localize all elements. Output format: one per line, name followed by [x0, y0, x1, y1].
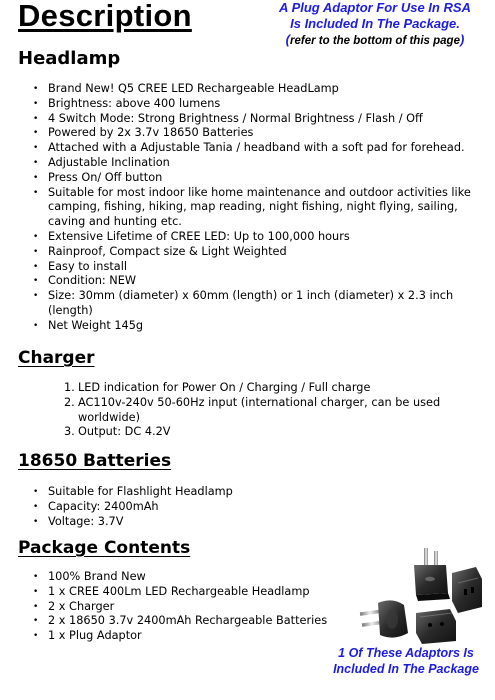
rsa-note-paren-close: ): [459, 32, 465, 47]
list-item: • Easy to install: [33, 260, 483, 275]
rsa-note-refer-text: refer to the bottom of this page: [290, 35, 460, 47]
list-item: • Powered by 2x 3.7v 18650 Batteries: [33, 126, 483, 141]
list-item: [64, 381, 474, 396]
list-item: • Capacity: 2400mAh: [33, 500, 473, 515]
rsa-note-line-2: Is Included In The Package.: [290, 16, 460, 31]
list-number: 1.: [64, 381, 75, 394]
list-item: • Press On/ Off button: [33, 171, 483, 186]
list-item: • Adjustable Inclination: [33, 156, 483, 171]
charger-heading: Charger: [18, 348, 95, 368]
list-item: [64, 396, 474, 426]
rsa-note-paren-open: (: [285, 32, 291, 47]
list-item: • Attached with a Adjustable Tania / headband with a soft pad for forehead.: [33, 141, 483, 156]
list-item: • 2 x Charger: [33, 600, 363, 615]
list-item: • 4 Switch Mode: Strong Brightness / Normal Brightness / Flash / Off: [33, 112, 483, 127]
adaptor-caption-line-2: Included In The Package: [333, 662, 479, 676]
list-item: • Suitable for Flashlight Headlamp: [33, 485, 473, 500]
rsa-note-line-1: A Plug Adaptor For Use In RSA: [279, 0, 471, 15]
list-item: [64, 425, 474, 440]
list-item: • Condition: NEW: [33, 274, 483, 289]
list-item: • Rainproof, Compact size & Light Weighted: [33, 245, 483, 260]
list-item: • Suitable for most indoor like home maintenance and outdoor activities like camping, fishing, hiking, map reading, night fishing, night flying, sailing, caving and hunting etc.: [33, 186, 483, 230]
list-item: • Size: 30mm (diameter) x 60mm (length) or 1 inch (diameter) x 2.3 inch (length): [33, 289, 483, 319]
list-item: • 1 x CREE 400Lm LED Rechargeable Headlamp: [33, 585, 363, 600]
adaptor-bottom-left: [360, 600, 408, 637]
list-item-text: LED indication for Power On / Charging / Full charge: [78, 381, 371, 394]
adaptor-top-left: [414, 548, 450, 601]
list-number: 2.: [64, 395, 75, 409]
list-item-text: AC110v-240v 50-60Hz input (international charger, can be used worldwide): [78, 395, 441, 424]
list-item-text: Output: DC 4.2V: [78, 425, 171, 439]
batteries-list: [33, 485, 473, 529]
adaptor-bottom-right: [416, 609, 456, 644]
headlamp-list: [33, 82, 483, 334]
list-number: 3.: [64, 425, 75, 439]
list-item: • Net Weight 145g: [33, 319, 483, 334]
batteries-heading: 18650 Batteries: [18, 451, 172, 471]
rsa-adaptor-note: [255, 0, 495, 49]
list-item: • Extensive Lifetime of CREE LED: Up to 100,000 hours: [33, 230, 483, 245]
list-item: • 100% Brand New: [33, 570, 363, 585]
list-item: • Voltage: 3.7V: [33, 515, 473, 530]
charger-list: [64, 381, 474, 440]
list-item: • 2 x 18650 3.7v 2400mAh Rechargeable Batteries: [33, 614, 363, 629]
list-item: • 1 x Plug Adaptor: [33, 629, 363, 644]
adaptor-caption-line-1: 1 Of These Adaptors Is: [338, 646, 474, 660]
list-item: • Brand New! Q5 CREE LED Rechargeable HeadLamp: [33, 82, 483, 97]
page-title: Description: [18, 0, 192, 33]
plug-adaptor-icon: [358, 545, 486, 645]
adaptor-top-right: [452, 567, 482, 613]
list-item: • Brightness: above 400 lumens: [33, 97, 483, 112]
headlamp-heading: Headlamp: [18, 48, 121, 69]
package-list: [33, 570, 363, 644]
rsa-note-line-3: [255, 32, 495, 49]
adaptor-caption: [320, 645, 492, 677]
package-heading: Package Contents: [18, 538, 191, 558]
